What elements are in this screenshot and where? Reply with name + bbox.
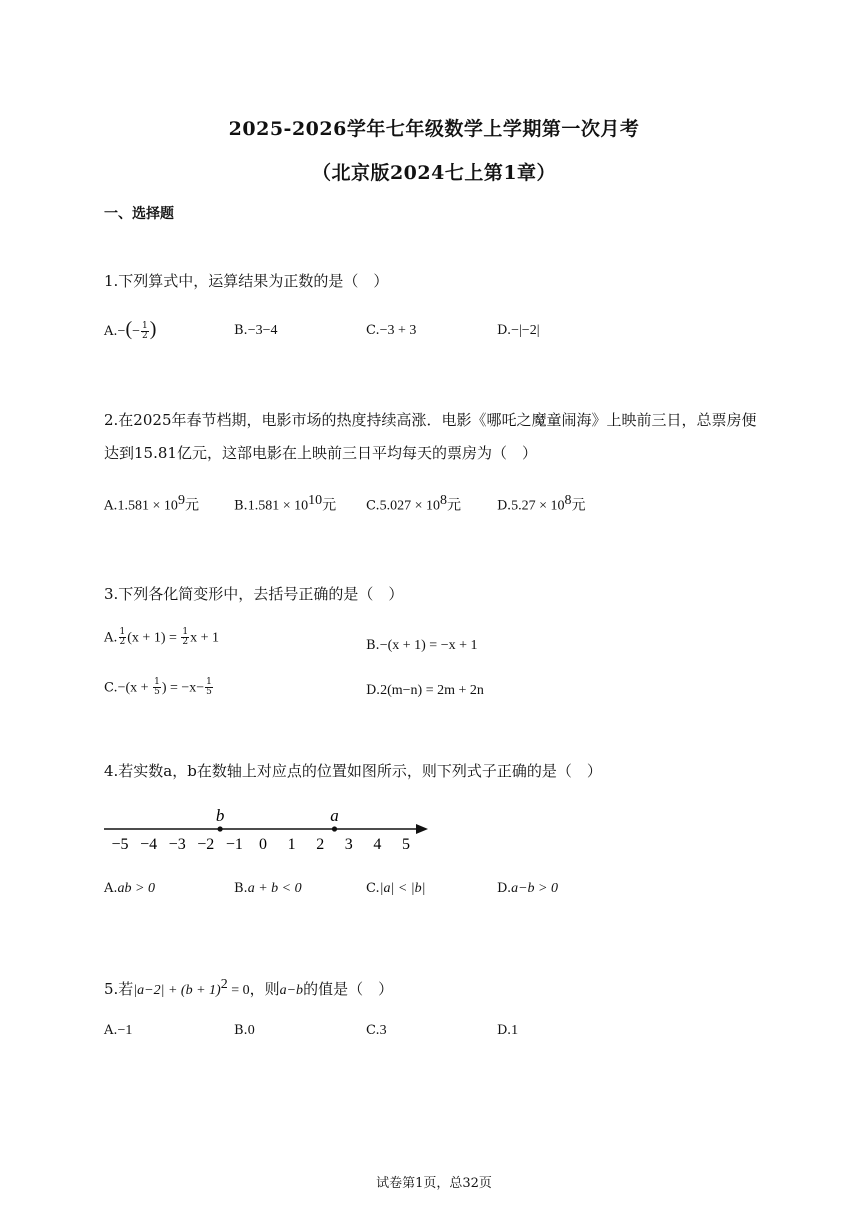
point-label-b: b xyxy=(215,806,225,825)
q3-option-a[interactable]: A. $\frac{1}{2}$ (x + 1) = $\frac{1}{2}$ x + 1 xyxy=(104,627,220,647)
option-label: B. xyxy=(234,881,248,896)
question-2-stem-line2: 达到15.81亿元，这部电影在上映前三日平均每天的票房为（ ） xyxy=(104,444,537,462)
q1-a-fraction: $\frac{1}{2}$ xyxy=(142,320,148,341)
q2-option-c[interactable]: $C.5.027 \times 10^8$元 xyxy=(366,493,462,514)
option-label: B. xyxy=(234,323,248,338)
option-label: A. xyxy=(104,630,118,646)
q1-d-expr: −|−2| xyxy=(511,323,540,338)
q5-option-c[interactable]: C.3 xyxy=(366,1023,387,1038)
tick-label: 2 xyxy=(316,836,325,853)
q1-a-sign: − xyxy=(117,324,126,339)
tick-label: −5 xyxy=(111,836,129,853)
option-label: C. xyxy=(366,881,380,896)
tick-label: −4 xyxy=(140,836,158,853)
option-label: C. xyxy=(366,323,380,338)
page-title: 2025-2026学年七年级数学上学期第一次月考 xyxy=(228,118,640,140)
option-label: B. xyxy=(234,1023,248,1038)
q5-option-d[interactable]: D.1 xyxy=(497,1023,519,1038)
q3-option-b[interactable]: B.−(x + 1) = −x + 1 xyxy=(366,638,478,653)
q1-option-a[interactable]: A.−(− $\frac{1}{2}$ ) xyxy=(104,318,157,341)
tick-label: 1 xyxy=(287,836,296,853)
q2-option-d[interactable]: $D.5.27 \times 10^8$元 xyxy=(497,493,586,514)
question-5-stem: 5.若$|a-2| + (b + 1)^2 = 0$，则a−b的值是（ ） xyxy=(104,977,394,998)
q4-option-d[interactable]: D.a−b > 0 xyxy=(497,881,558,896)
page-subtitle: （北京版2024七上第1章） xyxy=(311,162,557,184)
option-label: D. xyxy=(497,881,512,896)
number-line xyxy=(100,805,440,855)
question-2-stem-line1: 2.在2025年春节档期，电影市场的热度持续高涨．电影《哪吒之魔童闹海》上映前三日，总票房便 xyxy=(104,411,757,429)
question-4-stem: 4.若实数a，b在数轴上对应点的位置如图所示，则下列式子正确的是（ ） xyxy=(104,762,602,780)
tick-label: −3 xyxy=(168,836,186,853)
tick-label: −1 xyxy=(225,836,243,853)
question-1-stem: 1.下列算式中，运算结果为正数的是（ ） xyxy=(104,272,389,290)
option-label: A. xyxy=(104,324,118,339)
q3-option-d[interactable]: D.2(m−n) = 2m + 2n xyxy=(366,683,484,698)
q1-option-c[interactable] xyxy=(366,322,416,339)
option-label: B. xyxy=(234,498,248,514)
q1-c-expr: −3 + 3 xyxy=(379,323,417,338)
option-label: D. xyxy=(366,683,381,698)
option-label: A. xyxy=(104,1023,118,1038)
q1-option-b[interactable] xyxy=(234,322,277,339)
option-label: D. xyxy=(497,498,512,514)
tick-label: 3 xyxy=(344,836,353,853)
q5-option-b[interactable]: B.0 xyxy=(234,1023,255,1038)
q2-option-b[interactable]: $B.1.581 \times 10^{10}$元 xyxy=(234,493,337,514)
axis-arrow xyxy=(416,824,428,834)
section-heading: 一、选择题 xyxy=(104,206,174,222)
q1-b-expr: −3−4 xyxy=(247,323,278,338)
tick-label: −2 xyxy=(197,836,215,853)
option-label: D. xyxy=(497,323,512,338)
q3-option-c[interactable]: C.−(x + $\frac{1}{5}$ ) = −x− $\frac{1}{5}$ xyxy=(104,677,212,697)
option-label: C. xyxy=(104,680,118,696)
point-b xyxy=(218,826,223,831)
q5-option-a[interactable]: A.−1 xyxy=(104,1023,133,1038)
q4-option-a[interactable]: A.ab > 0 xyxy=(104,881,155,896)
option-label: C. xyxy=(366,1023,380,1038)
page-footer: 试卷第1页，总32页 xyxy=(376,1176,492,1191)
option-label: A. xyxy=(104,881,118,896)
tick-label: 5 xyxy=(402,836,410,853)
option-label: B. xyxy=(366,638,380,653)
option-label: A. xyxy=(104,498,118,514)
tick-label: 0 xyxy=(259,836,267,853)
point-a xyxy=(332,826,337,831)
question-3-stem: 3.下列各化简变形中，去括号正确的是（ ） xyxy=(104,585,404,603)
option-label: D. xyxy=(497,1023,512,1038)
tick-label: 4 xyxy=(373,836,382,853)
q1-option-d[interactable] xyxy=(497,322,540,339)
option-label: C. xyxy=(366,498,380,514)
q4-option-b[interactable]: B.a + b < 0 xyxy=(234,881,302,896)
q2-option-a[interactable]: $A.1.581 \times 10^9$元 xyxy=(104,493,199,514)
q4-option-c[interactable]: C.|a| < |b| xyxy=(366,881,426,896)
point-label-a: a xyxy=(330,806,339,825)
